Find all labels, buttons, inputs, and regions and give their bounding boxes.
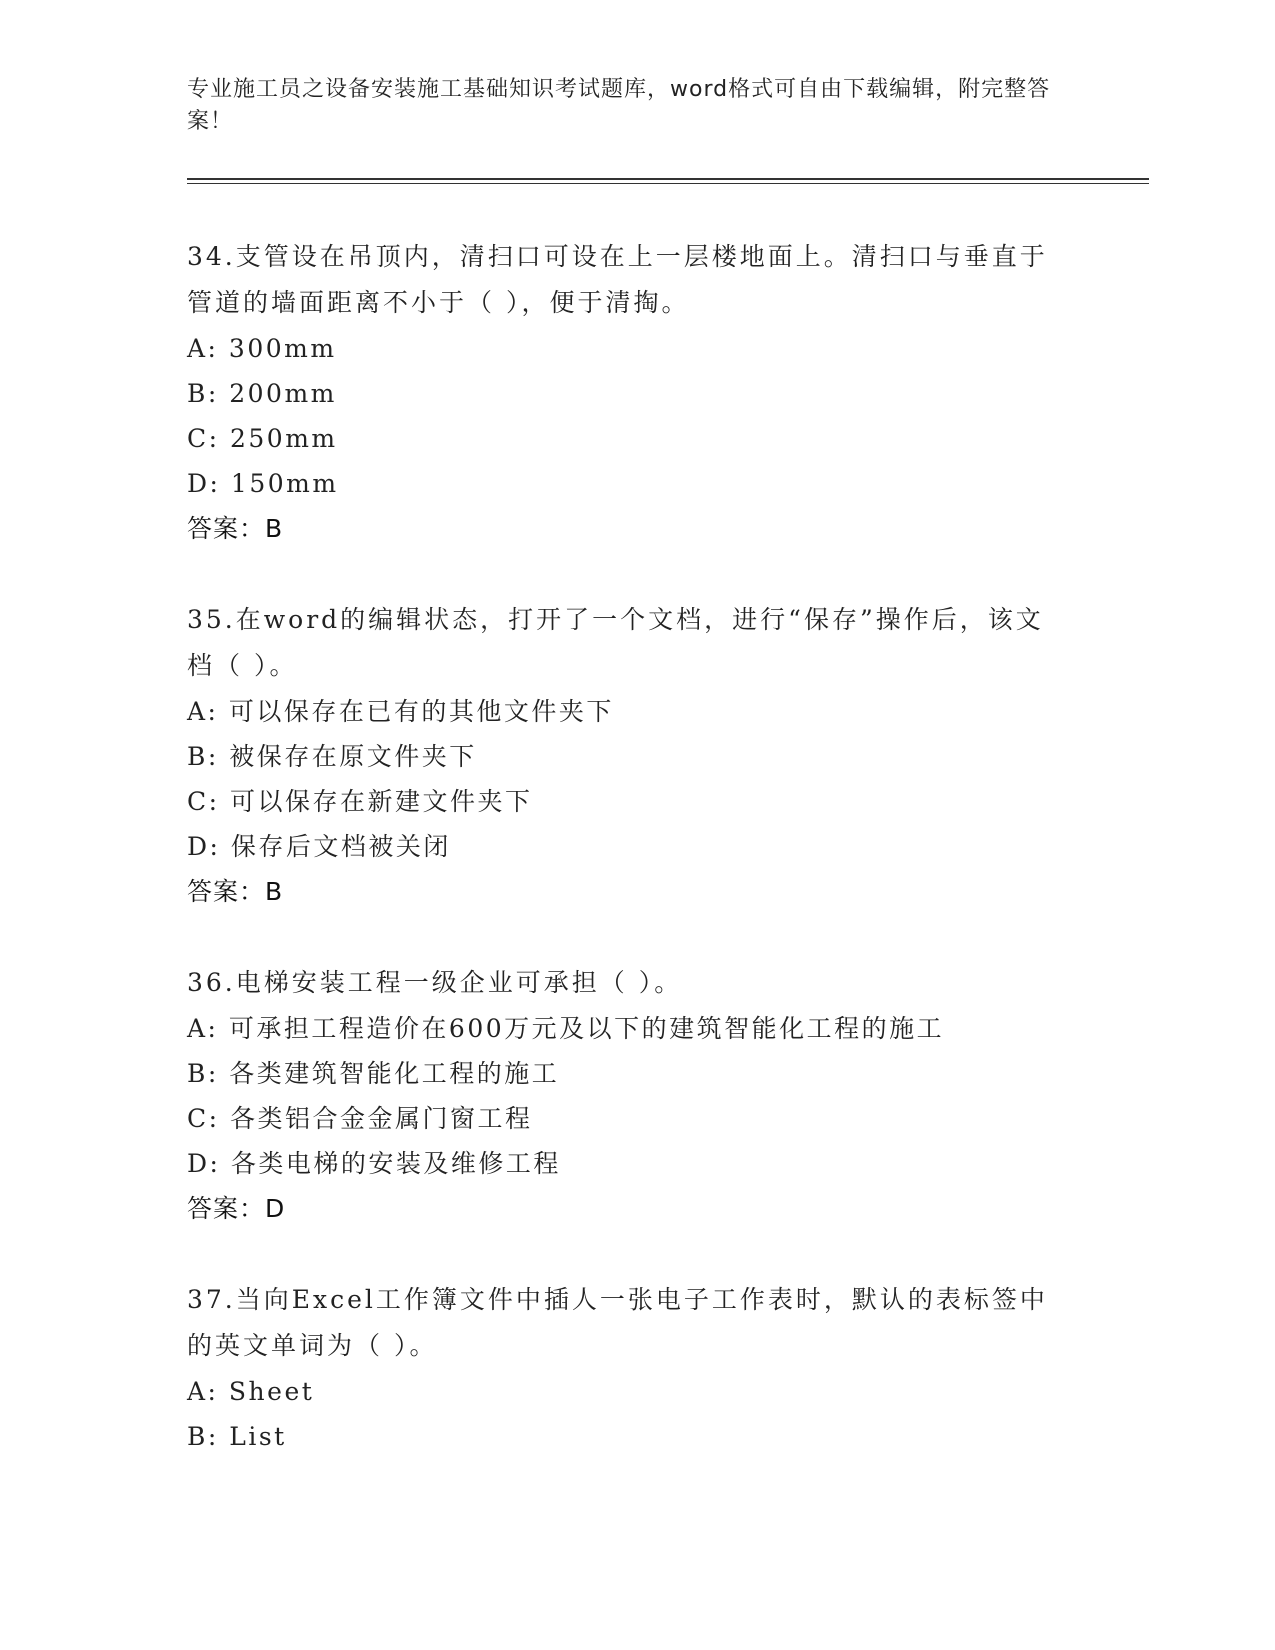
document-header-title: 专业施工员之设备安装施工基础知识考试题库，word格式可自由下载编辑，附完整答案！ xyxy=(187,77,1051,134)
question-item xyxy=(187,1277,1147,1459)
option-d: D: 保存后文档被关闭 xyxy=(187,832,451,861)
option-b: B: 被保存在原文件夹下 xyxy=(187,742,477,771)
question-stem: 35.在word的编辑状态，打开了一个文档，进行“保存”操作后，该文档（ ）。 xyxy=(187,605,1044,680)
answer-line: 答案：D xyxy=(187,1194,286,1223)
option-c: C: 250mm xyxy=(187,424,338,453)
question-stem: 36.电梯安装工程一级企业可承担（ ）。 xyxy=(187,968,683,997)
question-item xyxy=(187,234,1147,551)
option-b: B: 各类建筑智能化工程的施工 xyxy=(187,1059,560,1088)
question-item xyxy=(187,960,1147,1231)
option-c: C: 各类铝合金金属门窗工程 xyxy=(187,1104,533,1133)
option-d: D: 150mm xyxy=(187,469,339,498)
answer-line: 答案：B xyxy=(187,514,284,543)
option-b: B: List xyxy=(187,1422,287,1451)
option-a: A: Sheet xyxy=(187,1377,315,1406)
option-a: A: 300mm xyxy=(187,334,337,363)
question-stem: 37.当向Excel工作簿文件中插人一张电子工作表时，默认的表标签中的英文单词为（ ）。 xyxy=(187,1285,1048,1360)
header-double-rule xyxy=(187,178,1149,184)
question-list xyxy=(187,234,1147,1505)
option-c: C: 可以保存在新建文件夹下 xyxy=(187,787,533,816)
option-d: D: 各类电梯的安装及维修工程 xyxy=(187,1149,561,1178)
question-stem: 34.支管设在吊顶内，清扫口可设在上一层楼地面上。清扫口与垂直于管道的墙面距离不小于（ ），便于清掏。 xyxy=(187,242,1048,317)
question-item xyxy=(187,597,1147,914)
option-a: A: 可承担工程造价在600万元及以下的建筑智能化工程的施工 xyxy=(187,1014,945,1043)
answer-line: 答案：B xyxy=(187,877,284,906)
option-a: A: 可以保存在已有的其他文件夹下 xyxy=(187,697,614,726)
option-b: B: 200mm xyxy=(187,379,337,408)
